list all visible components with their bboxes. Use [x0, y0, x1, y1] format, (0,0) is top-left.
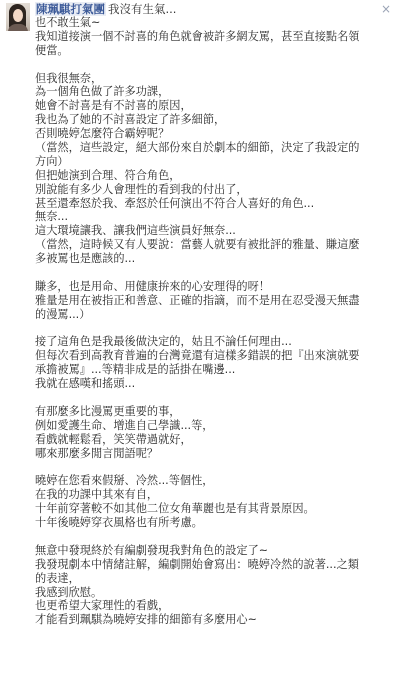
- post-text-line: 無意中發現終於有編劇發現我對角色的設定了~: [35, 543, 269, 557]
- post-text-line: 才能看到珮騏為曉婷安排的細節有多麼用心~: [35, 613, 257, 627]
- paragraph-break: [35, 266, 385, 280]
- post-header: [35, 2, 385, 16]
- post-text-line: 別說能有多少人會理性的看到我的付出了，: [35, 182, 248, 196]
- paragraph-break: [35, 461, 385, 475]
- post-text-line: 賺多，也是用命、用健康拚來的心安理得的呀！: [35, 279, 270, 293]
- post-text-line: 的漫罵...）: [35, 307, 91, 321]
- post-text-line: 承擔被罵』...等精非成是的話掛在嘴邊...: [35, 363, 236, 377]
- post-text-line: 我發現劇本中情緒註解，編劇開始會寫出：曉婷冷然的說著...之類: [35, 557, 359, 571]
- post-text-line: 但把她演到合理、符合角色，: [35, 168, 181, 182]
- post-text-line: 我也為了她的不討喜設定了許多細節，: [35, 113, 226, 127]
- post-text-line: 我就在感嘆和搖頭...: [35, 377, 136, 391]
- post-text-line: 甚至還牽怒於我、牽怒於任何演出不符合人喜好的角色...: [35, 196, 315, 210]
- post-text-line: 有那麼多比漫罵更重要的事，: [35, 404, 181, 418]
- post-text-line: （當然，這時候又有人要說：當藝人就要有被批評的雅量、賺這麼: [35, 238, 360, 252]
- post-text-line: （當然，這些設定，絕大部份來自於劇本的細節，決定了我設定的: [35, 141, 360, 155]
- paragraph-break: [35, 530, 385, 544]
- post-text-line: 也不敢生氣~: [35, 16, 101, 29]
- post-text-line: 她會不討喜是有不討喜的原因，: [35, 99, 192, 113]
- post-text-line: 的表達，: [35, 571, 80, 585]
- post-text-line: 我感到欣慰。: [35, 585, 103, 599]
- post-text-line: 十年後曉婷穿衣風格也有所考慮。: [35, 516, 203, 530]
- post-text-line: 但每次看到高教育普遍的台灣竟還有這樣多錯誤的把『出來演就要: [35, 349, 360, 363]
- avatar-shoulder: [8, 24, 28, 31]
- paragraph-break: [35, 391, 385, 405]
- post-text-line: 在我的功課中其來有自，: [35, 488, 159, 502]
- post-text-line: 雅量是用在被指正和善意、正確的指謫，而不是用在忍受漫天無盡: [35, 293, 360, 307]
- post-text-line: 十年前穿著較不如其他二位女角華麗也是有其背景原因。: [35, 502, 315, 516]
- author-avatar[interactable]: [6, 3, 30, 31]
- post-content: [35, 2, 385, 627]
- post-text-line: 但我很無奈，: [35, 71, 103, 85]
- post-text-line: 為一個角色做了許多功課，: [35, 85, 170, 99]
- post-text-line: 多被罵也是應該的...: [35, 252, 136, 266]
- post-text-line: 哪來那麼多閒言閒語呢？: [35, 446, 159, 460]
- post-text-line: 例如愛護生命、增進自己學識...等，: [35, 418, 214, 432]
- avatar-face: [13, 9, 23, 22]
- close-icon[interactable]: ×: [380, 2, 391, 16]
- post-text-line: 接了這角色是我最後做決定的，姑且不論任何理由...: [35, 335, 292, 349]
- post-text-line: 方向）: [35, 154, 69, 168]
- author-name-link[interactable]: 陳珮騏打氣團: [36, 2, 105, 16]
- post-body: [35, 16, 385, 627]
- post-text-line: 便當。: [35, 43, 69, 57]
- post-text-line: 無奈...: [35, 210, 69, 224]
- post-text-line: 看戲就輕鬆看，笑笑帶過就好，: [35, 432, 192, 446]
- post-text-line: 否則曉婷怎麼符合霸婷呢？: [35, 127, 170, 141]
- post-first-line: 我沒有生氣...: [108, 2, 177, 16]
- post-text-line: 這大環境讓我、讓我們這些演員好無奈...: [35, 224, 236, 238]
- post-text-line: 我知道接演一個不討喜的角色就會被許多網友罵，甚至直接點名領: [35, 29, 360, 43]
- paragraph-break: [35, 322, 385, 336]
- post-text-line: 曉婷在您看來假掰、冷然...等個性，: [35, 474, 214, 488]
- post-text-line: 也更希望大家理性的看戲，: [35, 599, 170, 613]
- paragraph-break: [35, 58, 385, 72]
